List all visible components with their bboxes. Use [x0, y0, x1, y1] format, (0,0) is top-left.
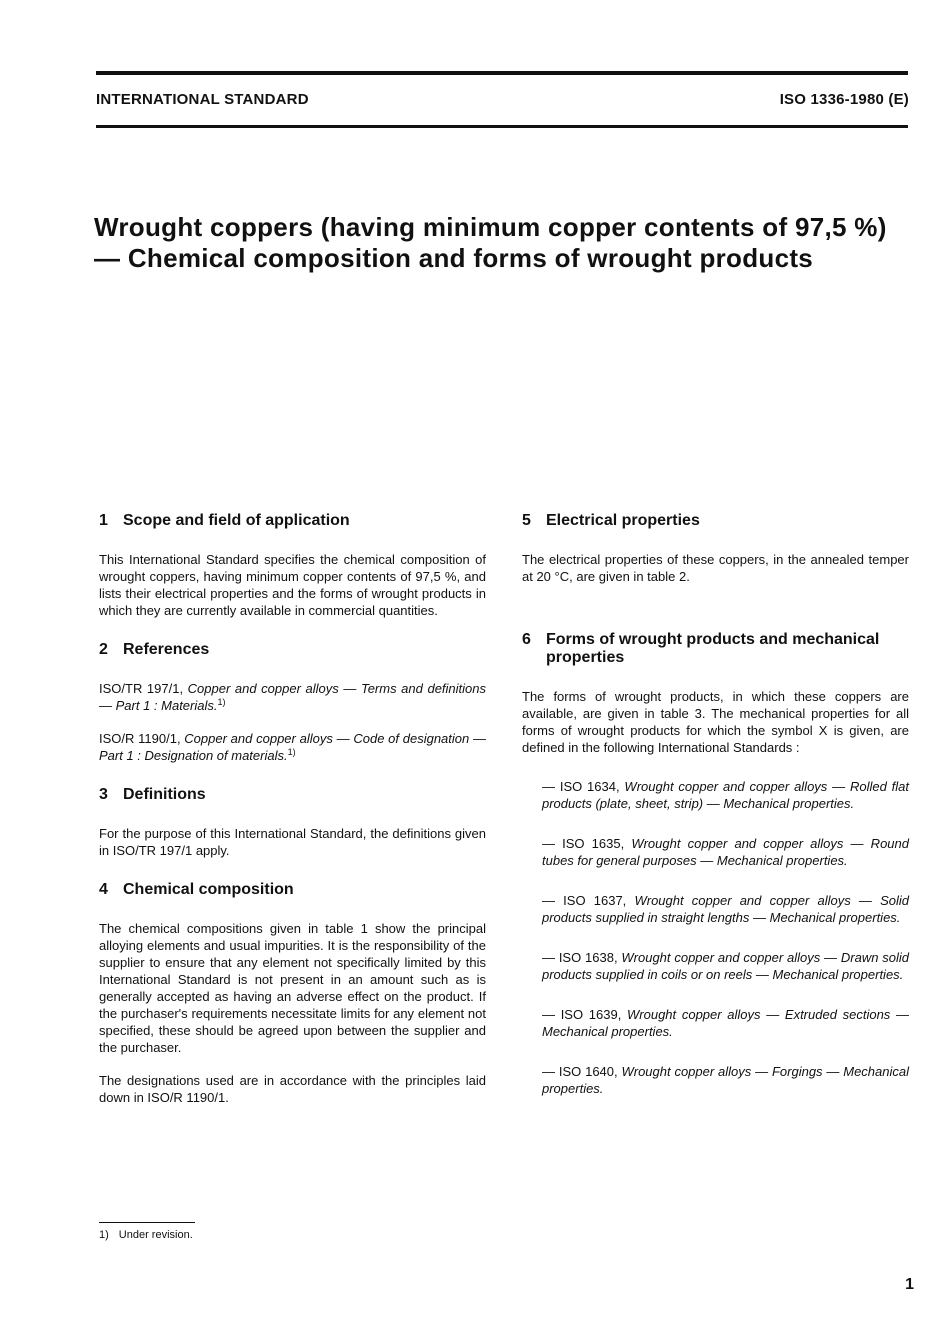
section-title: Forms of wrought products and mechanical properties: [546, 631, 880, 666]
standard-list-item: [522, 892, 909, 926]
reference-item: [99, 680, 486, 714]
section-title: Definitions: [123, 786, 206, 803]
forms-paragraph: The forms of wrought products, in which these coppers are available, are given in table 3. The mechanical properties for all forms of wrought products for which the symbol X is given, are defined in the following International Standards :: [522, 689, 909, 755]
section-references: [99, 641, 486, 764]
reference-item: [99, 730, 486, 764]
section-title: Chemical composition: [123, 881, 294, 898]
section-number: 1: [99, 512, 108, 529]
section-number: 3: [99, 786, 108, 803]
section-heading-chemical-composition: [99, 881, 486, 899]
composition-paragraph: The chemical compositions given in table 1 show the principal alloying elements and usual impurities. It is the responsibility of the supplier to ensure that any element not specifically limited by this International Standard is not present in an amount such as is generally accepted as having an adverse effect on the product. If the purchaser's requirements necessitate limits for any element not specified, these should be agreed upon between the supplier and the purchaser.: [99, 921, 486, 1055]
section-heading-definitions: [99, 786, 486, 804]
section-chemical-composition: [99, 881, 486, 1106]
section-number: 5: [522, 512, 531, 529]
section-electrical-properties: [522, 512, 909, 585]
standard-code: — ISO 1640,: [542, 1064, 622, 1079]
left-column: [99, 512, 486, 1128]
standard-title: Wrought copper and copper alloys — Round tubes for general purposes — Mechanical properties.: [542, 836, 909, 868]
document-title: Wrought coppers (having minimum copper contents of 97,5 %) — Chemical composition and forms of wrought products: [94, 212, 887, 273]
standard-code: — ISO 1637,: [542, 893, 635, 908]
footnote-text: Under revision.: [118, 1229, 193, 1241]
reference-title: Copper and copper alloys — Code of designation — Part 1 : Designation of materials.: [99, 731, 486, 763]
standard-title: Wrought copper and copper alloys — Solid products supplied in straight lengths — Mechanical properties.: [542, 893, 909, 925]
section-heading-forms-of-products: [522, 631, 909, 667]
standard-code: — ISO 1634,: [542, 779, 625, 794]
footnote-separator: [99, 1222, 195, 1223]
standard-title: Wrought copper alloys — Extruded sections — Mechanical properties.: [542, 1007, 910, 1039]
section-number: 4: [99, 881, 108, 898]
footnote: [99, 1229, 193, 1241]
section-scope: [99, 512, 486, 619]
standard-code: — ISO 1638,: [542, 950, 622, 965]
standard-list-item: [522, 949, 909, 983]
section-heading-references: [99, 641, 486, 659]
reference-code: ISO/R 1190/1,: [99, 731, 185, 746]
electrical-paragraph: The electrical properties of these coppers, in the annealed temper at 20 °C, are given in table 2.: [522, 552, 909, 584]
section-forms-of-products: [522, 631, 909, 1097]
reference-code: ISO/TR 197/1,: [99, 681, 188, 696]
section-definitions: [99, 786, 486, 859]
section-title: References: [123, 641, 210, 658]
header-bottom-rule: [96, 125, 908, 128]
section-number: 2: [99, 641, 108, 658]
section-title: Scope and field of application: [123, 512, 350, 529]
standard-code: — ISO 1635,: [542, 836, 632, 851]
standard-list-item: [522, 1006, 909, 1040]
section-heading-scope: [99, 512, 486, 530]
standard-list-item: [522, 778, 909, 812]
standard-title: Wrought copper and copper alloys — Drawn solid products supplied in coils or on reels — Mechanical properties.: [542, 950, 909, 982]
standard-code: — ISO 1639,: [542, 1007, 628, 1022]
standard-list-item: [522, 1063, 909, 1097]
standard-number: ISO 1336-1980 (E): [779, 91, 909, 108]
standard-list-item: [522, 835, 909, 869]
footnote-mark: 1): [99, 1229, 109, 1241]
reference-title: Copper and copper alloys — Terms and definitions — Part 1 : Materials.: [99, 681, 486, 713]
footnote-marker: 1): [217, 697, 226, 707]
document-type-label: INTERNATIONAL STANDARD: [96, 91, 309, 108]
designations-paragraph: The designations used are in accordance with the principles laid down in ISO/R 1190/1.: [99, 1073, 486, 1105]
header-top-rule: [96, 71, 908, 75]
right-column: [522, 512, 909, 1120]
footnote-marker: 1): [287, 747, 296, 757]
standard-title: Wrought copper alloys — Forgings — Mechanical properties.: [542, 1064, 909, 1096]
scope-paragraph: This International Standard specifies the chemical composition of wrought coppers, having minimum copper contents of 97,5 %, and lists their electrical properties and the forms of wrought products in which they are currently available in commercial quantities.: [99, 552, 486, 618]
section-title: Electrical properties: [546, 512, 700, 529]
definitions-paragraph: For the purpose of this International Standard, the definitions given in ISO/TR 197/1 apply.: [99, 826, 486, 858]
section-heading-electrical-properties: [522, 512, 909, 530]
standard-title: Wrought copper and copper alloys — Rolled flat products (plate, sheet, strip) — Mechanical properties.: [542, 779, 909, 811]
section-number: 6: [522, 631, 531, 648]
page-number: 1: [905, 1276, 914, 1293]
